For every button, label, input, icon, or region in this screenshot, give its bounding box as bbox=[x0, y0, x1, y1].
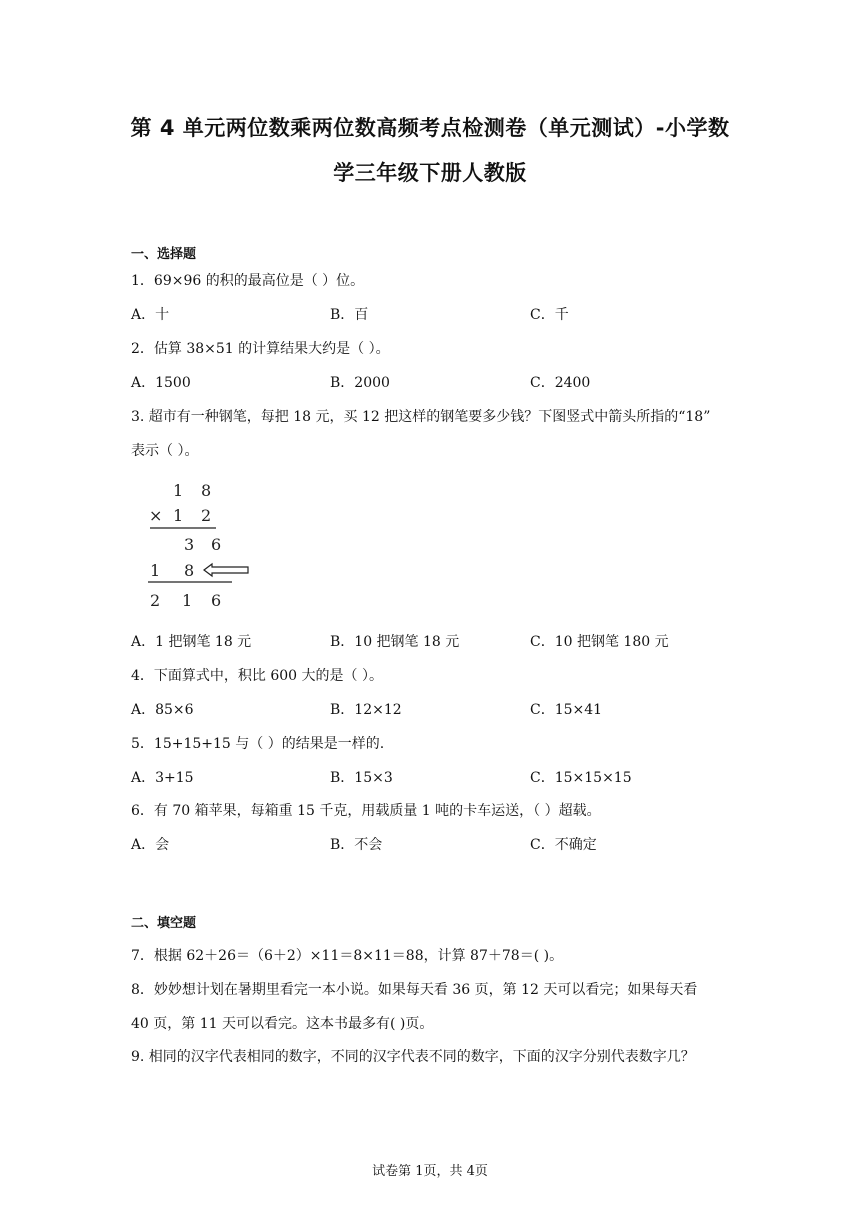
question-3-option-c: C．10 把钢笔 180 元 bbox=[530, 634, 669, 650]
vm-row2-digit1: 1 bbox=[173, 506, 184, 525]
question-2-option-a: A．1500 bbox=[131, 375, 191, 391]
question-2: 2．估算 38×51 的计算结果大约是（ ）。 bbox=[131, 341, 390, 357]
question-5-option-b: B．15×3 bbox=[330, 770, 393, 786]
question-4: 4．下面算式中，积比 600 大的是（ ）。 bbox=[131, 668, 383, 684]
question-5-option-a: A．3+15 bbox=[131, 770, 194, 786]
vm-row1-digit2: 8 bbox=[201, 481, 212, 500]
vm-row3-digit1: 3 bbox=[184, 535, 195, 554]
vm-row2-digit2: 2 bbox=[201, 506, 212, 525]
vm-row4-digit2: 8 bbox=[184, 561, 195, 580]
question-3-option-a: A．1 把钢笔 18 元 bbox=[131, 634, 252, 650]
question-3-line2: 表示（ ）。 bbox=[131, 443, 199, 459]
page-title-line1: 第 4 单元两位数乘两位数高频考点检测卷（单元测试）-小学数 bbox=[130, 116, 730, 140]
section-choice-heading: 一、选择题 bbox=[131, 247, 197, 262]
question-2-option-c: C．2400 bbox=[530, 375, 591, 391]
vm-row4-digit1: 1 bbox=[150, 561, 161, 580]
vm-row5-digit3: 6 bbox=[211, 591, 222, 610]
vm-row5-digit2: 1 bbox=[182, 591, 193, 610]
section-fill-heading: 二、填空题 bbox=[131, 916, 197, 931]
question-8-line2: 40 页，第 11 天可以看完。这本书最多有( )页。 bbox=[131, 1016, 434, 1032]
left-arrow-icon bbox=[204, 564, 248, 576]
vm-row3-digit2: 6 bbox=[211, 535, 222, 554]
question-6-option-b: B．不会 bbox=[330, 837, 383, 853]
question-6-option-a: A．会 bbox=[131, 837, 170, 853]
question-8-line1: 8．妙妙想计划在暑期里看完一本小说。如果每天看 36 页，第 12 天可以看完；如果每天看 bbox=[131, 982, 698, 998]
question-9: 9. 相同的汉字代表相同的数字，不同的汉字代表不同的数字，下面的汉字分别代表数字几？ bbox=[131, 1049, 695, 1065]
vm-row1-digit1: 1 bbox=[173, 481, 184, 500]
question-5: 5．15+15+15 与（ ）的结果是一样的. bbox=[131, 736, 385, 752]
question-6: 6．有 70 箱苹果，每箱重 15 千克，用载质量 1 吨的卡车运送，（ ）超载。 bbox=[131, 803, 601, 819]
vm-times-sign: × bbox=[149, 506, 163, 525]
question-3-line1: 3. 超市有一种钢笔，每把 18 元，买 12 把这样的钢笔要多少钱？下图竖式中箭头所指的“18” bbox=[131, 409, 711, 425]
question-6-option-c: C．不确定 bbox=[530, 837, 597, 853]
page-footer: 试卷第 1页，共 4页 bbox=[372, 1164, 488, 1179]
question-7: 7．根据 62＋26＝（6＋2）×11＝8×11＝88，计算 87＋78＝( )。 bbox=[131, 948, 564, 964]
question-1-option-b: B．百 bbox=[330, 307, 369, 323]
question-1-option-c: C．千 bbox=[530, 307, 569, 323]
question-5-option-c: C．15×15×15 bbox=[530, 770, 632, 786]
question-1: 1．69×96 的积的最高位是（ ）位。 bbox=[131, 273, 365, 289]
question-4-option-b: B．12×12 bbox=[330, 702, 402, 718]
question-4-option-a: A．85×6 bbox=[131, 702, 194, 718]
question-3-option-b: B．10 把钢笔 18 元 bbox=[330, 634, 460, 650]
question-1-option-a: A．十 bbox=[131, 307, 170, 323]
vertical-multiplication-figure bbox=[146, 478, 256, 613]
page-title-line2: 学三年级下册人教版 bbox=[333, 161, 527, 185]
question-4-option-c: C．15×41 bbox=[530, 702, 603, 718]
vm-row5-digit1: 2 bbox=[150, 591, 161, 610]
question-2-option-b: B．2000 bbox=[330, 375, 390, 391]
